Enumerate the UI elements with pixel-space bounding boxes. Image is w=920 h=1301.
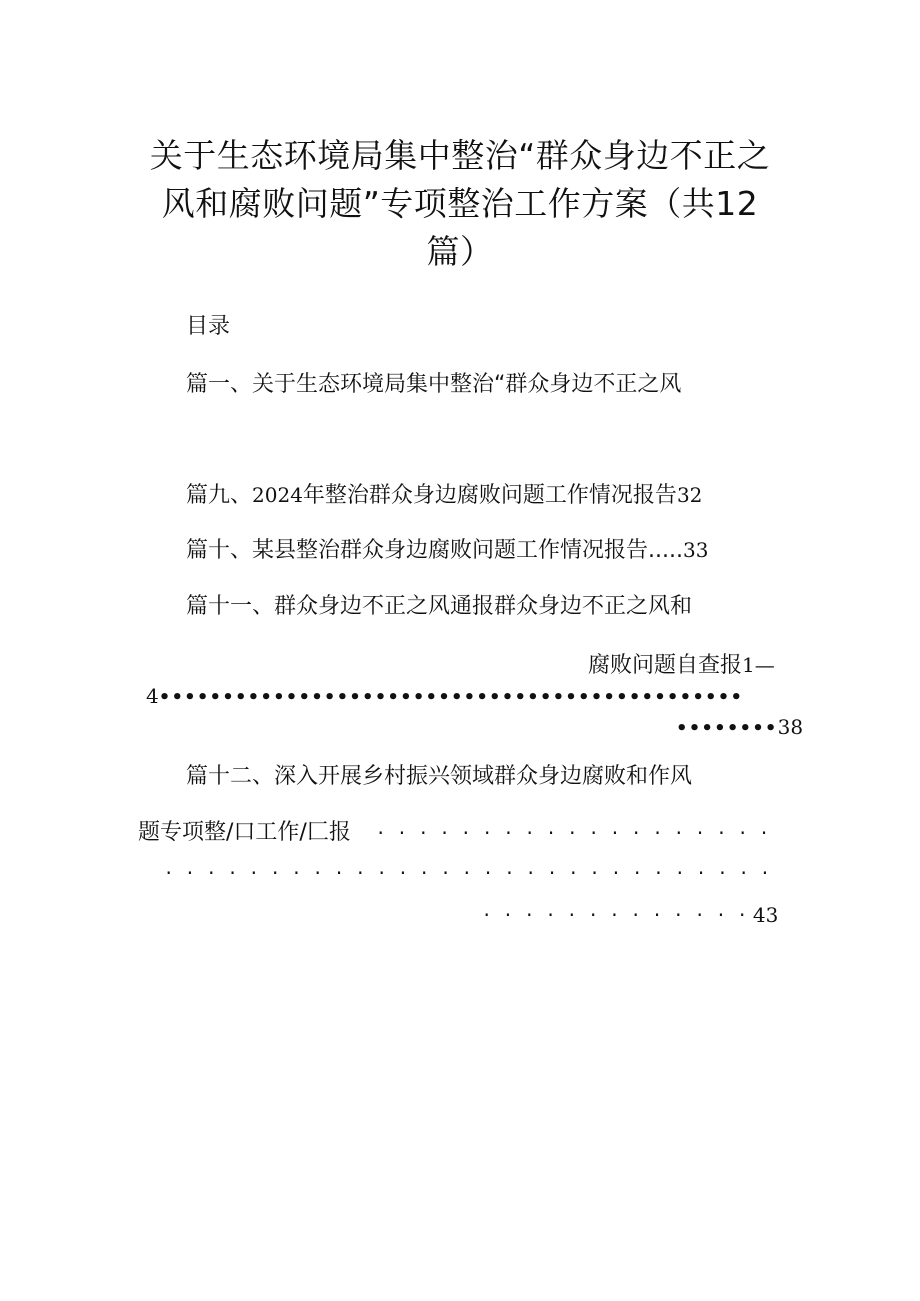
toc-entry-9-year: 2024 — [252, 483, 303, 507]
toc-entry-9 — [186, 480, 702, 511]
title-line-3: 篇） — [426, 232, 494, 271]
toc-entry-11-line2-text: 腐败问题自查报 — [588, 653, 743, 678]
toc-entry-11-range-end: 4 — [146, 684, 159, 708]
toc-entry-12-dot-leader-3: · · · · · · · · · · · · · 43 — [483, 903, 779, 927]
toc-entry-12-line1: 篇十二、深入开展乡村振兴领域群众身边腐败和作风 — [186, 764, 693, 789]
toc-entry-12-dot-leader-1: · · · · · · · · · · · · · · · · · · · — [377, 821, 768, 845]
toc-entry-11-dot-leader-2 — [676, 712, 803, 744]
toc-entry-9-page: 32 — [676, 483, 703, 507]
toc-entry-12-page: 43 — [752, 903, 779, 927]
toc-entry-10-text: 篇十、某县整治群众身边腐败问题工作情况报告..... — [186, 538, 683, 563]
toc-entry-12-line2: 题专项整/口工作/匚报 — [138, 820, 351, 845]
toc-entry-10 — [186, 535, 708, 566]
title-line-2: 风和腐败问题”专项整治工作方案（共12 — [161, 184, 759, 223]
title-line-1: 关于生态环境局集中整治“群众身边不正之 — [149, 136, 771, 175]
toc-entry-11-line2 — [588, 650, 775, 681]
toc-entry-11-range: 1— — [742, 653, 775, 677]
dot-leader: •••••••••••••••••••••••••••••••••••••••••••••• — [158, 687, 744, 708]
toc-entry-9-text: 年整治群众身边腐败问题工作情况报告 — [302, 483, 677, 508]
toc-entry-12-dot-leader-2: · · · · · · · · · · · · · · · · · · · · · · · · · · · · · — [165, 861, 769, 885]
toc-entry-1: 篇一、关于生态环境局集中整治“群众身边不正之风 — [186, 372, 682, 397]
toc-entry-11-line1: 篇十一、群众身边不正之风通报群众身边不正之风和 — [186, 594, 693, 619]
toc-entry-11-dot-leader-1 — [146, 681, 743, 713]
toc-heading: 目录 — [186, 314, 231, 339]
dot-leader: •••••••• — [676, 718, 778, 739]
toc-entry-9-prefix: 篇九、 — [186, 483, 253, 508]
toc-entry-11-page: 38 — [777, 715, 804, 739]
document-title — [140, 132, 780, 276]
toc-entry-10-page: 33 — [682, 538, 709, 562]
